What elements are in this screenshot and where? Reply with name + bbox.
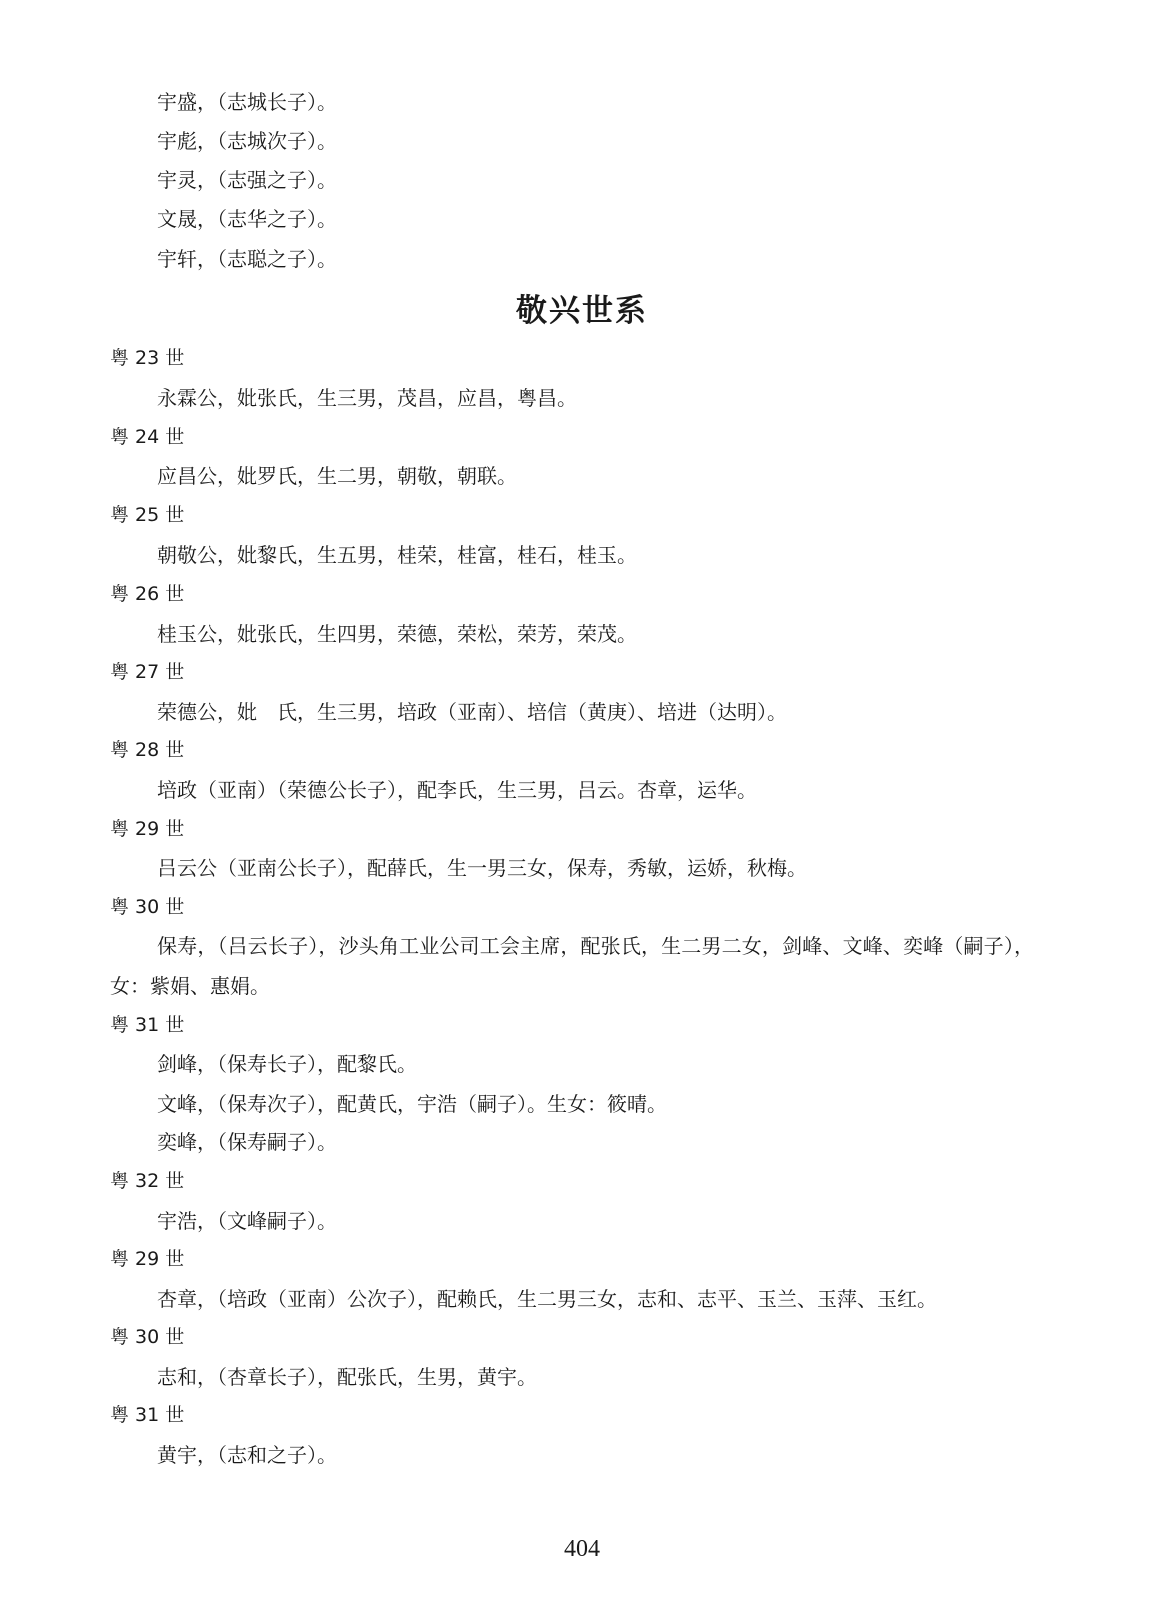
- generation-heading: 粤 27 世: [110, 661, 185, 683]
- generation-heading: 粤 31 世: [110, 1014, 185, 1036]
- entry-line: 宇灵，（志强之子）。: [157, 168, 337, 192]
- entry-line: 永霖公，妣张氏，生三男，茂昌，应昌，粤昌。: [157, 386, 577, 410]
- entry-line: 黄宇，（志和之子）。: [157, 1443, 337, 1467]
- entry-line: 文峰，（保寿次子），配黄氏，宇浩（嗣子）。生女：筱晴。: [157, 1092, 667, 1116]
- entry-line: 宇轩，（志聪之子）。: [157, 247, 337, 271]
- page-number: 404: [564, 1536, 600, 1562]
- entry-line: 荣德公，妣 氏，生三男，培政（亚南）、培信（黄庚）、培进（达明）。: [157, 700, 787, 724]
- entry-line: 宇彪，（志城次子）。: [157, 129, 337, 153]
- entry-line: 文晟，（志华之子）。: [157, 207, 337, 231]
- entry-line: 宇盛，（志城长子）。: [157, 90, 337, 114]
- entry-line: 剑峰，（保寿长子），配黎氏。: [157, 1052, 417, 1076]
- generation-heading: 粤 26 世: [110, 583, 185, 605]
- generation-heading: 粤 25 世: [110, 504, 185, 526]
- generation-heading: 粤 23 世: [110, 347, 185, 369]
- generation-heading: 粤 31 世: [110, 1404, 185, 1426]
- generation-heading: 粤 29 世: [110, 1248, 185, 1270]
- generation-heading: 粤 24 世: [110, 426, 185, 448]
- entry-line: 培政（亚南）（荣德公长子），配李氏，生三男，吕云。杏章，运华。: [157, 778, 757, 802]
- generation-heading: 粤 28 世: [110, 739, 185, 761]
- entry-paragraph: 保寿，（吕云长子），沙头角工业公司工会主席，配张氏，生二男二女，剑峰、文峰、奕峰（嗣子），女：紫娟、惠娟。: [110, 934, 1034, 998]
- entry-line: 朝敬公，妣黎氏，生五男，桂荣，桂富，桂石，桂玉。: [157, 543, 637, 567]
- entry-line: 应昌公，妣罗氏，生二男，朝敬，朝联。: [157, 464, 517, 488]
- entry-line: 宇浩，（文峰嗣子）。: [157, 1209, 337, 1233]
- generation-heading: 粤 32 世: [110, 1170, 185, 1192]
- entry-line: 吕云公（亚南公长子），配薛氏，生一男三女，保寿，秀敏，运娇，秋梅。: [157, 856, 807, 880]
- generation-heading: 粤 30 世: [110, 896, 185, 918]
- entry-line: 志和，（杏章长子），配张氏，生男，黄宇。: [157, 1365, 537, 1389]
- generation-heading: 粤 29 世: [110, 818, 185, 840]
- generation-heading: 粤 30 世: [110, 1326, 185, 1348]
- section-title: 敬兴世系: [516, 293, 648, 329]
- entry-line: 桂玉公，妣张氏，生四男，荣德，荣松，荣芳，荣茂。: [157, 622, 637, 646]
- entry-line: 杏章，（培政（亚南）公次子），配赖氏，生二男三女，志和、志平、玉兰、玉萍、玉红。: [157, 1287, 937, 1311]
- entry-line: 奕峰，（保寿嗣子）。: [157, 1130, 337, 1154]
